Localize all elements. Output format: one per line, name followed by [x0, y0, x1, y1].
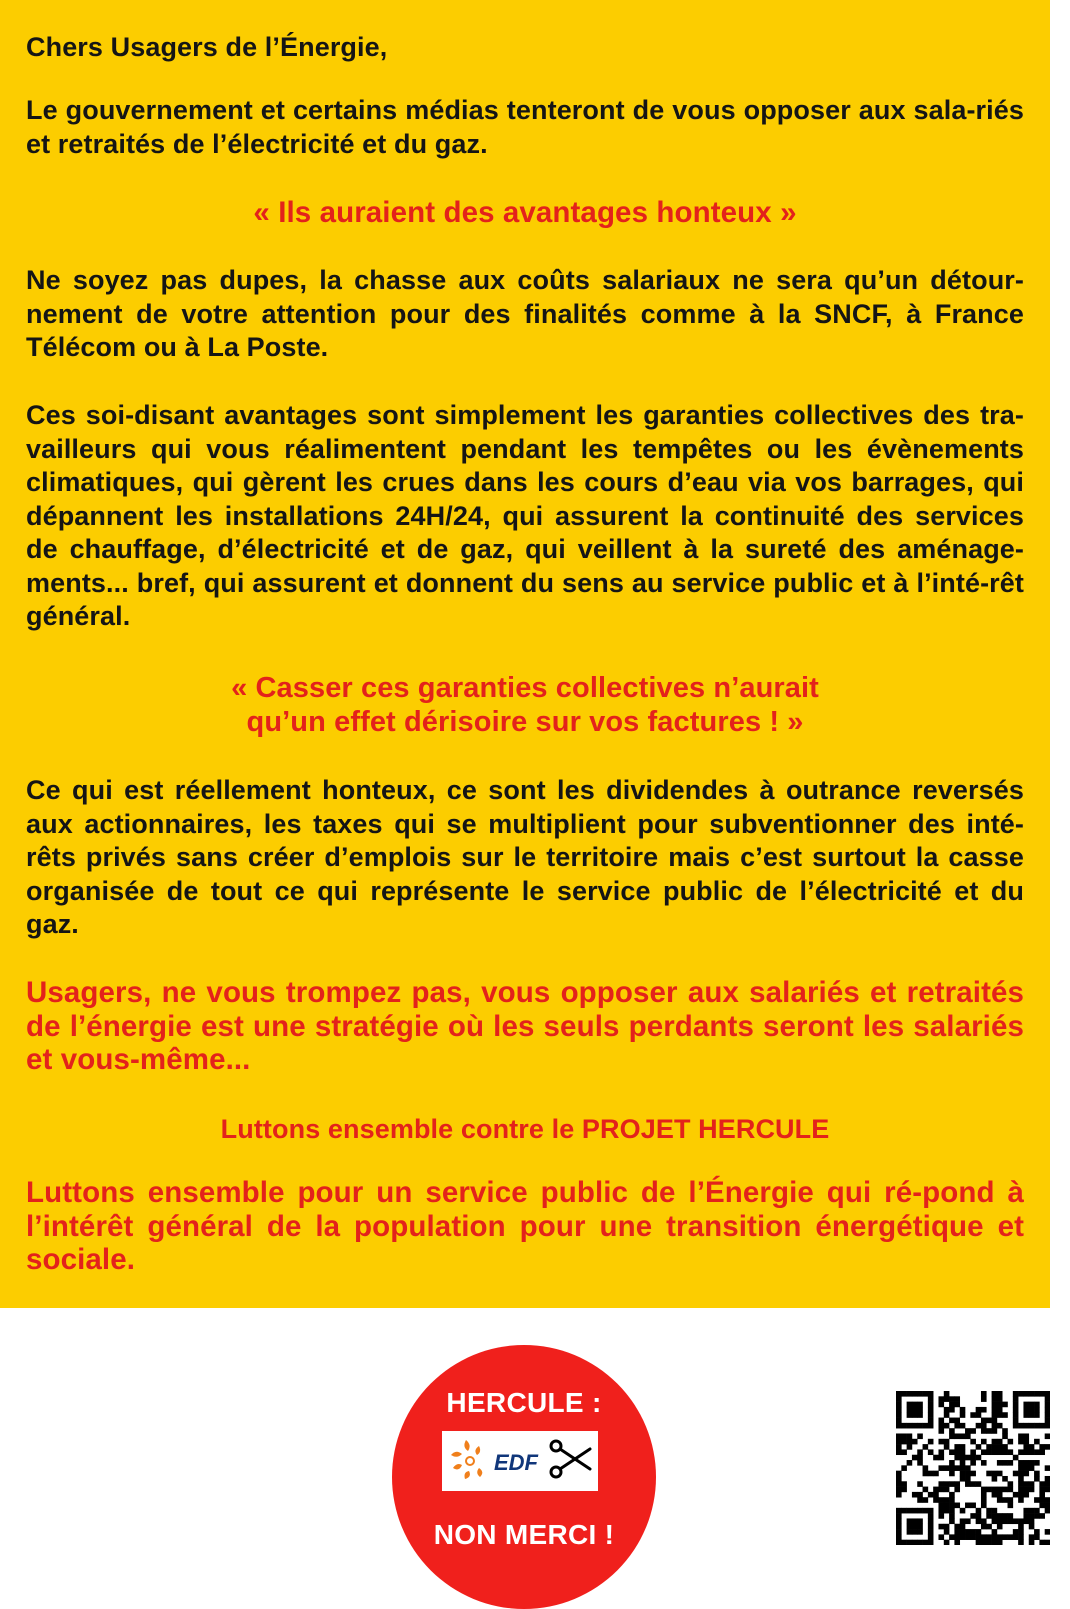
qr-code[interactable] — [896, 1391, 1050, 1545]
paragraph-dupes: Ne soyez pas dupes, la chasse aux coûts salariaux ne sera qu’un détour-nement de votre attention pour des finalités comme à la SNCF, à France Télécom ou à La Poste. — [26, 265, 1024, 362]
badge-title: HERCULE : — [446, 1387, 602, 1418]
greeting: Chers Usagers de l’Énergie, — [26, 32, 388, 62]
quote-factures-line2: qu’un effet dérisoire sur vos factures ! » — [246, 706, 804, 738]
edf-logo-text: EDF — [494, 1450, 538, 1475]
paragraph-usagers: Usagers, ne vous trompez pas, vous opposer aux salariés et retraités de l’énergie est une stratégie où les seuls perdants seront les salariés et vous-même... — [26, 976, 1024, 1076]
hercule-badge — [392, 1345, 656, 1609]
edf-logo-card — [442, 1431, 598, 1491]
scissors-icon — [551, 1441, 590, 1477]
slogan-hercule: Luttons ensemble contre le PROJET HERCULE — [220, 1114, 830, 1144]
paragraph-opposition: Le gouvernement et certains médias tenteront de vous opposer aux sala-riés et retraités de l’électricité et du gaz. — [26, 95, 1024, 159]
badge-slogan: NON MERCI ! — [433, 1519, 615, 1550]
paragraph-garanties: Ces soi-disant avantages sont simplement les garanties collectives des tra-vailleurs qui vous réalimentent pendant les tempêtes ou les évènements climatiques, qui gèrent les crues dans les cours d’eau via vos barrages, qui dépannent les installations 24H/24, qui assurent la continuité des services de chauffage, d’électricité et de gaz, qui veillent à la sureté des aménage-ments... bref, qui assurent et donnent du sens au service public et à l’inté-rêt général. — [26, 400, 1024, 631]
paragraph-dividendes: Ce qui est réellement honteux, ce sont les dividendes à outrance reversés aux actionnaires, les taxes qui se multiplient pour subventionner des inté-rêts privés sans créer d’emplois sur le territoire mais c’est surtout la casse organisée de tout ce qui représente le service public de l’électricité et du gaz. — [26, 775, 1024, 939]
quote-factures-line1: « Casser ces garanties collectives n’aurait — [231, 672, 819, 704]
edf-flower-icon — [451, 1440, 482, 1479]
paragraph-service-public: Luttons ensemble pour un service public de l’Énergie qui ré-pond à l’intérêt général de la population pour une transition énergétique et sociale. — [26, 1176, 1024, 1276]
quote-avantages: « Ils auraient des avantages honteux » — [253, 196, 797, 229]
quote-factures — [26, 671, 1024, 739]
